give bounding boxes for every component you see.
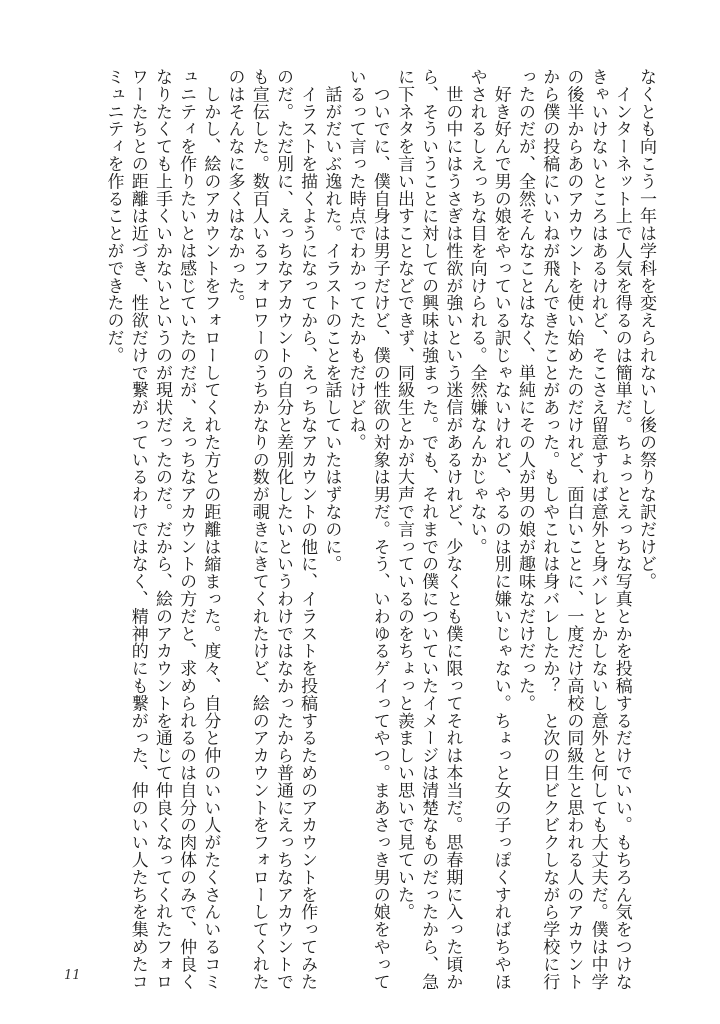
text-line: 世の中にはうさぎは性欲が強いという迷信があるけれど、少なくとも僕に限ってそれは本当だ。思春期に入った頃か: [442, 68, 463, 991]
text-line: なりたくても上手くいかないというのが現状だったのだ。だから、絵のアカウントを通じて仲良くなってくれたフォロ: [151, 68, 172, 991]
text-line: 好き好んで男の娘をやっている訳じゃないけれど、やるのは別に嫌いじゃない。ちょっと女の子っぽくすればちやほ: [490, 68, 511, 991]
text-line: ワーたちとの距離は近づき、性欲だけで繋がっているわけではなく、精神的にも繋がった、仲のいい人たちを集めたコ: [127, 68, 148, 991]
text-line: も宣伝した。数百人いるフォロワーのうちかなりの数が覗きにきてくれたけど、絵のアカウントをフォローしてくれた: [248, 68, 269, 991]
text-line: 話がだいぶ逸れた。イラストのことを話していたはずなのに。: [321, 68, 342, 573]
text-line: のだ。ただ別に、えっちなアカウントの自分と差別化したいというわけではなかったから普通にえっちなアカウントで: [272, 68, 293, 991]
body-text: [101, 68, 658, 991]
text-line: の後半からあのアカウントを使い始めたのだけれど、面白いことに、一度だけ高校の同級生と思われる人のアカウント: [563, 68, 584, 991]
text-line: ミュニティを作ることができたのだ。: [103, 68, 124, 364]
text-line: イラストを描くようになってから、えっちなアカウントの他に、イラストを投稿するためのアカウントを作ってみた: [297, 68, 318, 991]
text-line: きゃいけないところはあるけれど、そこさえ留意すれば意外と身バレとかしないし意外と何しても大丈夫だ。僕は中学: [587, 68, 608, 991]
text-line: インターネット上で人気を得るのは簡単だ。ちょっとえっちな写真とかを投稿するだけでいい。もちろん気をつけな: [611, 68, 632, 991]
text-line: ら、そういうことに対しての興味は強まった。でも、それまでの僕についていたイメージは清楚なものだったから、急: [418, 68, 439, 991]
text-line: しかし、絵のアカウントをフォローしてくれた方との距離は縮まった。度々、自分と仲のいい人がたくさんいるコミ: [200, 68, 221, 991]
text-line: ュニティを作りたいとは感じていたのだが、えっちなアカウントの方だと、求められるのは自分の肉体のみで、仲良く: [176, 68, 197, 991]
text-line: ついでに、僕自身は男子だけど、僕の性欲の対象は男だ。そう、いわゆるゲイってやつ。まあさっき男の娘をやって: [369, 68, 390, 991]
text-line: のはそんなに多くはなかった。: [224, 68, 245, 312]
text-line: やされるしえっちな目を向けられる。全然嫌なんかじゃない。: [466, 68, 487, 556]
page-number: 11: [64, 968, 81, 983]
text-line: なくとも向こう一年は学科を変えられないし後の祭りな訳だけど。: [636, 68, 656, 590]
text-line: ったのだが、全然そんなことはなく、単純にその人が男の娘が趣味なだけだった。: [514, 68, 535, 712]
text-line: に下ネタを言い出すことなどできず、同級生とかが大声で言っているのをちょっと羨ましい思いで見ていた。: [393, 68, 414, 921]
text-line: から僕の投稿にいいねが飛んできたことがあった。もしやこれは身バレしたか？ と次の日ビクビクしながら学校に行: [539, 68, 560, 991]
text-line: いるって言った時点でわかってたかもだけどね。: [345, 68, 366, 451]
